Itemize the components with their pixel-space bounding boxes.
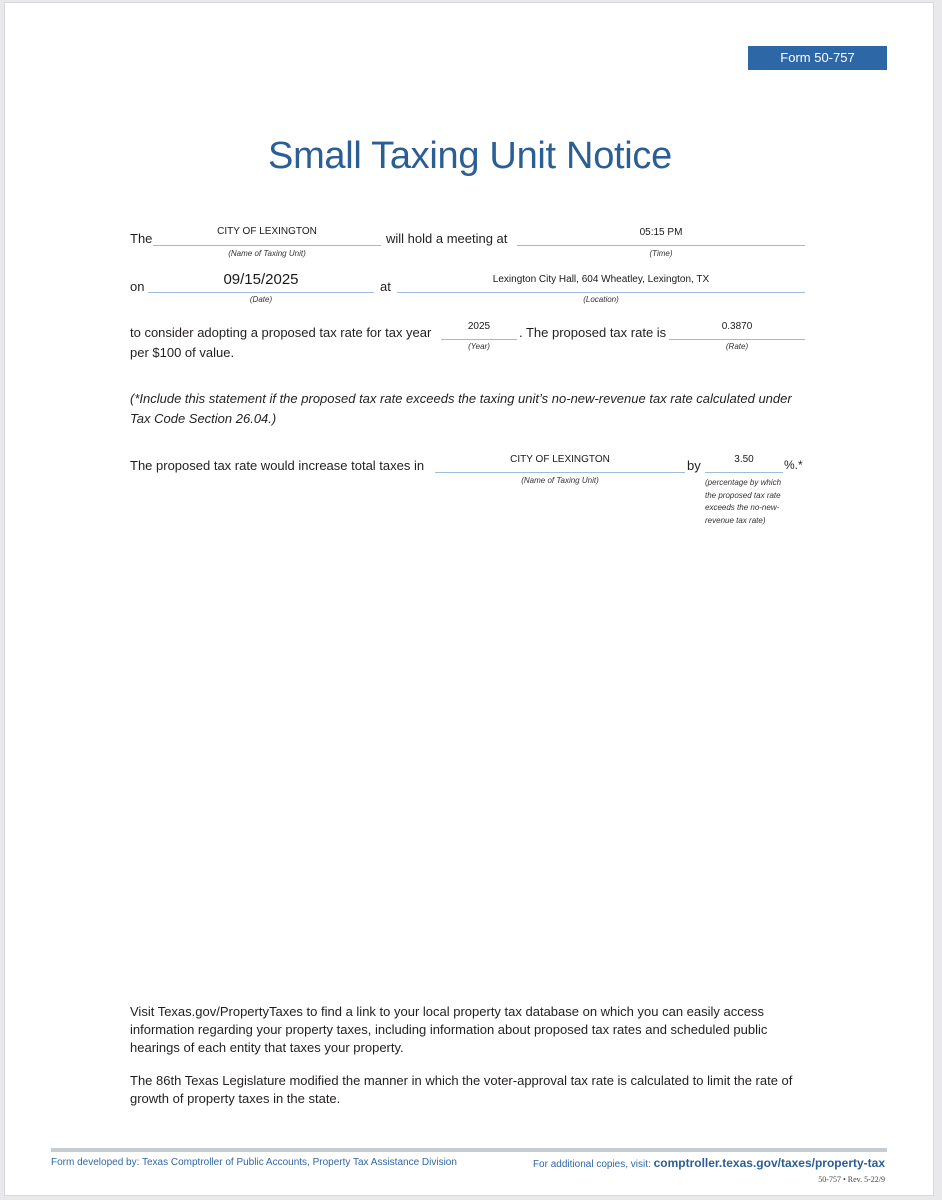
percent-caption: (percentage by which the proposed tax rate exceeds the no-new-revenue tax rate) [705, 478, 782, 525]
at-label: at [380, 279, 391, 294]
increase-taxing-unit-field[interactable]: CITY OF LEXINGTON [510, 454, 610, 465]
rate-field-line [669, 339, 805, 340]
location-field-line [397, 292, 805, 293]
will-hold-label: will hold a meeting at [386, 231, 508, 246]
statement-note: (*Include this statement if the proposed tax rate exceeds the taxing unit’s no-new-revenue tax rate calculated under Tax Code Section 26.04.) [130, 391, 792, 426]
footer-copies-link[interactable]: comptroller.texas.gov/taxes/property-tax [653, 1156, 885, 1170]
increase-taxing-unit-field-line [435, 472, 685, 473]
taxing-unit-caption: (Name of Taxing Unit) [228, 249, 306, 258]
time-field-line [517, 245, 805, 246]
the-label: The [130, 231, 153, 246]
year-field[interactable]: 2025 [467, 321, 491, 332]
footer-divider [51, 1148, 887, 1152]
year-caption: (Year) [468, 342, 490, 351]
per-value-label: per $100 of value. [130, 345, 235, 360]
location-caption: (Location) [583, 295, 619, 304]
info-paragraph-website: Visit Texas.gov/PropertyTaxes to find a link to your local property tax database on which you can easily access information regarding your property taxes, including information about proposed tax rates and scheduled public hearings of each entity that taxes your property. [130, 1004, 768, 1055]
footer-developed-by: Form developed by: Texas Comptroller of Public Accounts, Property Tax Assistance Division [51, 1157, 457, 1168]
footer-copies-label: For additional copies, visit: [532, 1159, 651, 1170]
time-caption: (Time) [649, 249, 673, 258]
percent-suffix: %.* [784, 458, 803, 472]
increase-taxing-unit-caption: (Name of Taxing Unit) [521, 476, 599, 485]
proposed-rate-label: . The proposed tax rate is [519, 325, 667, 340]
consider-label: to consider adopting a proposed tax rate for tax year [130, 325, 432, 340]
taxing-unit-field[interactable]: CITY OF LEXINGTON [217, 226, 317, 237]
year-field-line [441, 339, 517, 340]
percent-field-line [705, 472, 783, 473]
location-field[interactable]: Lexington City Hall, 604 Wheatley, Lexington, TX [492, 274, 710, 285]
form-page [4, 2, 934, 1196]
taxing-unit-field-line [153, 245, 381, 246]
date-caption: (Date) [249, 295, 273, 304]
time-field[interactable]: 05:15 PM [639, 227, 683, 238]
footer-revision: 50-757 • Rev. 5-22/9 [818, 1175, 885, 1184]
footer-copies [533, 1156, 885, 1170]
form-number-badge: Form 50-757 [748, 46, 887, 70]
by-label: by [687, 458, 701, 473]
date-field[interactable]: 09/15/2025 [223, 271, 299, 288]
percent-field[interactable]: 3.50 [734, 454, 754, 465]
page-title: Small Taxing Unit Notice [268, 135, 672, 177]
rate-field[interactable]: 0.3870 [721, 321, 753, 332]
increase-label: The proposed tax rate would increase total taxes in [130, 458, 425, 473]
on-label: on [130, 279, 145, 294]
info-paragraph-legislature: The 86th Texas Legislature modified the manner in which the voter-approval tax rate is calculated to limit the rate of growth of property taxes in the state. [130, 1073, 793, 1106]
date-field-line [148, 292, 374, 293]
rate-caption: (Rate) [725, 342, 749, 351]
